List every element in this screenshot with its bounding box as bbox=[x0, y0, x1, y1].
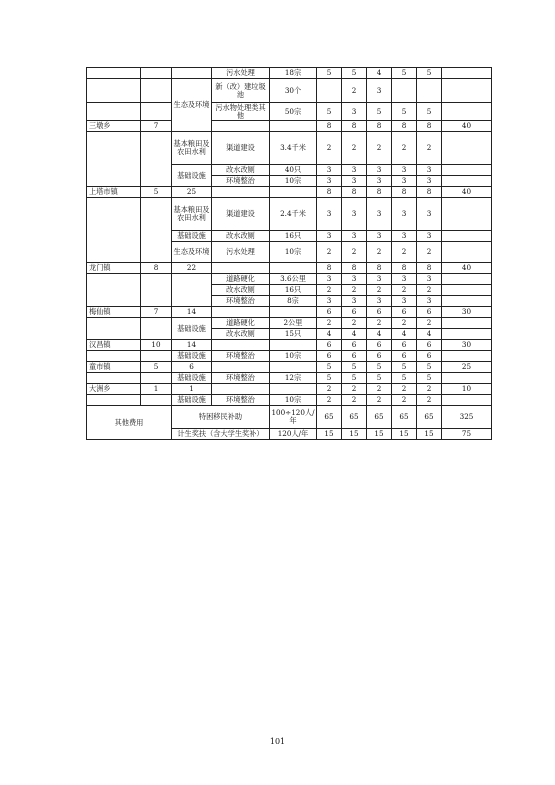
table-cell: 8 bbox=[317, 263, 342, 274]
table-cell bbox=[442, 274, 492, 285]
table-cell bbox=[212, 263, 270, 274]
table-cell: 14 bbox=[172, 340, 212, 351]
table-cell: 65 bbox=[317, 406, 342, 429]
table-row bbox=[87, 132, 492, 165]
table-cell: 30 bbox=[442, 307, 492, 318]
table-cell: 基本粮田及农田水利 bbox=[172, 198, 212, 231]
table-cell: 2 bbox=[392, 242, 417, 263]
table-cell: 10 bbox=[141, 340, 172, 351]
table-cell: 2 bbox=[342, 384, 367, 395]
table-cell bbox=[141, 198, 172, 263]
table-cell: 5 bbox=[392, 68, 417, 79]
table-cell bbox=[442, 285, 492, 296]
table-cell bbox=[141, 132, 172, 187]
table-row bbox=[87, 395, 492, 406]
table-cell: 6 bbox=[342, 307, 367, 318]
table-cell: 5 bbox=[317, 103, 342, 121]
table-cell: 8 bbox=[417, 263, 442, 274]
table-cell: 2 bbox=[367, 285, 392, 296]
table-cell: 16只 bbox=[270, 285, 317, 296]
table-row bbox=[87, 121, 492, 132]
table-cell: 3 bbox=[392, 274, 417, 285]
table-cell: 8 bbox=[417, 187, 442, 198]
table-cell bbox=[270, 263, 317, 274]
table-cell: 3 bbox=[317, 274, 342, 285]
table-cell: 65 bbox=[367, 406, 392, 429]
table-cell: 10宗 bbox=[270, 351, 317, 362]
table-row bbox=[87, 68, 492, 79]
table-cell: 3 bbox=[317, 198, 342, 231]
table-cell: 5 bbox=[392, 373, 417, 384]
table-cell: 改水改厕 bbox=[212, 165, 270, 176]
table-cell: 3 bbox=[367, 296, 392, 307]
table-cell: 5 bbox=[141, 187, 172, 198]
table-cell: 40只 bbox=[270, 165, 317, 176]
table-cell: 6 bbox=[342, 351, 367, 362]
table-cell: 4 bbox=[392, 329, 417, 340]
table-cell bbox=[87, 68, 141, 79]
table-cell: 3 bbox=[392, 165, 417, 176]
table-cell: 15 bbox=[392, 429, 417, 440]
table-cell bbox=[442, 176, 492, 187]
table-cell: 18宗 bbox=[270, 68, 317, 79]
table-cell: 50宗 bbox=[270, 103, 317, 121]
table-cell: 6 bbox=[367, 351, 392, 362]
table-cell: 3 bbox=[417, 165, 442, 176]
table-cell: 2 bbox=[317, 132, 342, 165]
table-cell: 8 bbox=[317, 121, 342, 132]
table-cell: 100÷120人/年 bbox=[270, 406, 317, 429]
table-body bbox=[87, 68, 492, 440]
table-cell bbox=[442, 395, 492, 406]
table-cell bbox=[270, 307, 317, 318]
table-cell bbox=[270, 362, 317, 373]
table-cell bbox=[442, 103, 492, 121]
table-cell: 6 bbox=[367, 340, 392, 351]
table-cell: 6 bbox=[417, 307, 442, 318]
table-cell: 环境整治 bbox=[212, 395, 270, 406]
table-cell: 6 bbox=[367, 307, 392, 318]
table-cell: 5 bbox=[417, 103, 442, 121]
table-cell: 25 bbox=[172, 187, 212, 198]
table-cell: 环境整治 bbox=[212, 351, 270, 362]
table-cell: 6 bbox=[317, 351, 342, 362]
page-number: 101 bbox=[269, 737, 286, 746]
table-cell bbox=[442, 296, 492, 307]
table-cell: 2 bbox=[317, 384, 342, 395]
table-cell: 2 bbox=[367, 242, 392, 263]
table-cell: 65 bbox=[392, 406, 417, 429]
table-cell bbox=[87, 395, 141, 406]
table-cell: 道路硬化 bbox=[212, 318, 270, 329]
table-cell: 2 bbox=[392, 395, 417, 406]
table-cell bbox=[141, 103, 172, 121]
table-cell: 3 bbox=[392, 296, 417, 307]
table-cell: 环境整治 bbox=[212, 176, 270, 187]
table-row bbox=[87, 274, 492, 285]
table-cell: 8 bbox=[367, 187, 392, 198]
table-cell: 30个 bbox=[270, 79, 317, 103]
table-cell: 7 bbox=[141, 121, 172, 132]
table-cell: 2 bbox=[317, 285, 342, 296]
table-cell: 改水改厕 bbox=[212, 231, 270, 242]
table-cell: 龙门镇 bbox=[87, 263, 141, 274]
table-cell: 12宗 bbox=[270, 373, 317, 384]
table-cell: 8 bbox=[392, 121, 417, 132]
table-cell: 6 bbox=[392, 340, 417, 351]
table-cell: 2 bbox=[367, 395, 392, 406]
table-cell: 2 bbox=[417, 242, 442, 263]
table-cell: 大洲乡 bbox=[87, 384, 141, 395]
table-cell: 1 bbox=[172, 384, 212, 395]
table-cell: 40 bbox=[442, 121, 492, 132]
table-cell bbox=[442, 329, 492, 340]
table-cell: 生态及环境 bbox=[172, 242, 212, 263]
table-cell: 改水改厕 bbox=[212, 329, 270, 340]
table-cell: 3 bbox=[417, 198, 442, 231]
table-cell: 3 bbox=[342, 296, 367, 307]
table-cell: 5 bbox=[367, 103, 392, 121]
table-cell bbox=[442, 79, 492, 103]
table-cell: 梅仙镇 bbox=[87, 307, 141, 318]
table-cell: 2公里 bbox=[270, 318, 317, 329]
table-cell: 3 bbox=[367, 274, 392, 285]
table-cell: 2 bbox=[367, 384, 392, 395]
table-cell: 基础设施 bbox=[172, 351, 212, 362]
table-cell: 8 bbox=[141, 263, 172, 274]
table-cell bbox=[442, 242, 492, 263]
table-row bbox=[87, 362, 492, 373]
table-cell: 基础设施 bbox=[172, 165, 212, 187]
table-cell: 污水处理 bbox=[212, 242, 270, 263]
table-cell: 4 bbox=[317, 329, 342, 340]
table-cell: 65 bbox=[417, 406, 442, 429]
table-cell: 4 bbox=[367, 329, 392, 340]
table-cell: 3 bbox=[317, 165, 342, 176]
table-cell bbox=[87, 198, 141, 263]
resettlement-project-table bbox=[86, 67, 492, 440]
table-cell: 5 bbox=[417, 373, 442, 384]
table-cell bbox=[87, 132, 141, 187]
table-cell: 计生奖扶（含大学生奖补） bbox=[172, 429, 270, 440]
table-cell: 3 bbox=[367, 176, 392, 187]
table-cell: 6 bbox=[392, 351, 417, 362]
table-cell: 3 bbox=[317, 296, 342, 307]
table-cell: 2.4千米 bbox=[270, 198, 317, 231]
table-cell: 5 bbox=[392, 362, 417, 373]
table-cell bbox=[141, 351, 172, 362]
table-cell: 325 bbox=[442, 406, 492, 429]
table-cell bbox=[442, 318, 492, 329]
table-cell bbox=[270, 121, 317, 132]
table-cell: 2 bbox=[392, 132, 417, 165]
table-cell bbox=[87, 318, 141, 340]
table-cell: 5 bbox=[342, 362, 367, 373]
table-cell: 2 bbox=[417, 395, 442, 406]
table-cell: 三墩乡 bbox=[87, 121, 141, 132]
table-cell: 4 bbox=[342, 329, 367, 340]
table-cell: 2 bbox=[367, 318, 392, 329]
table-cell: 10 bbox=[442, 384, 492, 395]
table-cell: 基础设施 bbox=[172, 395, 212, 406]
table-cell: 14 bbox=[172, 307, 212, 318]
table-cell bbox=[87, 351, 141, 362]
table-cell bbox=[442, 373, 492, 384]
table-row bbox=[87, 351, 492, 362]
table-cell: 2 bbox=[417, 285, 442, 296]
table-row bbox=[87, 187, 492, 198]
table-cell: 2 bbox=[392, 318, 417, 329]
table-cell bbox=[141, 68, 172, 79]
table-cell: 3 bbox=[317, 231, 342, 242]
table-cell: 3 bbox=[417, 176, 442, 187]
table-cell: 6 bbox=[417, 340, 442, 351]
table-cell: 2 bbox=[392, 285, 417, 296]
table-cell: 2 bbox=[342, 318, 367, 329]
table-row bbox=[87, 318, 492, 329]
table-cell: 30 bbox=[442, 340, 492, 351]
table-cell bbox=[392, 79, 417, 103]
table-cell: 5 bbox=[317, 373, 342, 384]
table-cell: 3 bbox=[317, 176, 342, 187]
table-cell: 上塔市镇 bbox=[87, 187, 141, 198]
table-cell bbox=[442, 165, 492, 176]
table-cell: 6 bbox=[392, 307, 417, 318]
table-cell: 5 bbox=[317, 68, 342, 79]
table-row bbox=[87, 340, 492, 351]
table-cell: 8宗 bbox=[270, 296, 317, 307]
table-cell: 3 bbox=[392, 198, 417, 231]
table-cell bbox=[417, 79, 442, 103]
table-cell: 15 bbox=[367, 429, 392, 440]
table-cell bbox=[87, 79, 141, 103]
table-cell: 65 bbox=[342, 406, 367, 429]
table-cell: 3 bbox=[417, 296, 442, 307]
table-cell bbox=[87, 373, 141, 384]
table-cell bbox=[212, 187, 270, 198]
table-cell bbox=[442, 198, 492, 231]
table-cell bbox=[141, 79, 172, 103]
table-cell bbox=[212, 307, 270, 318]
table-cell: 2 bbox=[417, 318, 442, 329]
table-cell: 3 bbox=[417, 231, 442, 242]
table-cell: 10宗 bbox=[270, 242, 317, 263]
table-cell: 3 bbox=[367, 79, 392, 103]
table-cell: 8 bbox=[317, 187, 342, 198]
table-cell: 污水物处理类其他 bbox=[212, 103, 270, 121]
table-cell bbox=[270, 187, 317, 198]
table-cell: 基础设施 bbox=[172, 231, 212, 242]
table-row bbox=[87, 103, 492, 121]
table-cell: 8 bbox=[392, 187, 417, 198]
table-cell: 6 bbox=[317, 307, 342, 318]
table-cell: 25 bbox=[442, 362, 492, 373]
table-cell bbox=[442, 132, 492, 165]
table-cell: 8 bbox=[342, 263, 367, 274]
table-cell: 8 bbox=[342, 187, 367, 198]
table-cell: 8 bbox=[367, 121, 392, 132]
table-cell: 基础设施 bbox=[172, 318, 212, 340]
table-cell: 2 bbox=[317, 395, 342, 406]
table-cell bbox=[212, 340, 270, 351]
table-cell: 15 bbox=[417, 429, 442, 440]
table-cell: 15 bbox=[317, 429, 342, 440]
table-cell: 16只 bbox=[270, 231, 317, 242]
table-cell bbox=[141, 395, 172, 406]
table-cell: 3 bbox=[417, 274, 442, 285]
table-cell: 渠道建设 bbox=[212, 198, 270, 231]
table-cell: 2 bbox=[342, 285, 367, 296]
table-cell: 改水改厕 bbox=[212, 285, 270, 296]
table-cell: 4 bbox=[417, 329, 442, 340]
table-cell: 3 bbox=[342, 165, 367, 176]
table-cell: 道路硬化 bbox=[212, 274, 270, 285]
table-cell: 2 bbox=[417, 384, 442, 395]
table-cell: 3 bbox=[392, 176, 417, 187]
table-cell: 5 bbox=[392, 103, 417, 121]
table-cell: 3 bbox=[367, 165, 392, 176]
table-cell: 2 bbox=[342, 79, 367, 103]
table-cell: 5 bbox=[367, 373, 392, 384]
table-cell bbox=[141, 373, 172, 384]
table-cell: 2 bbox=[342, 242, 367, 263]
table-cell: 汉昌镇 bbox=[87, 340, 141, 351]
table-cell: 10宗 bbox=[270, 395, 317, 406]
table-cell: 3 bbox=[342, 231, 367, 242]
table-cell: 2 bbox=[417, 132, 442, 165]
table-cell: 3.4千米 bbox=[270, 132, 317, 165]
table-row bbox=[87, 263, 492, 274]
table-cell: 3 bbox=[342, 176, 367, 187]
table-cell bbox=[442, 231, 492, 242]
table-cell: 童市镇 bbox=[87, 362, 141, 373]
table-cell: 8 bbox=[417, 121, 442, 132]
table-cell: 2 bbox=[317, 242, 342, 263]
table-cell: 环境整治 bbox=[212, 373, 270, 384]
table-cell bbox=[317, 79, 342, 103]
table-cell bbox=[141, 318, 172, 340]
table-cell: 3 bbox=[342, 198, 367, 231]
table-cell: 3 bbox=[342, 103, 367, 121]
table-cell: 2 bbox=[342, 132, 367, 165]
table-row bbox=[87, 198, 492, 231]
table-row bbox=[87, 307, 492, 318]
table-cell bbox=[212, 362, 270, 373]
table-cell: 3 bbox=[392, 231, 417, 242]
table-cell: 6 bbox=[172, 362, 212, 373]
table-cell: 120人/年 bbox=[270, 429, 317, 440]
table-row bbox=[87, 406, 492, 429]
table-cell bbox=[212, 384, 270, 395]
table-cell: 5 bbox=[367, 362, 392, 373]
table-cell: 5 bbox=[141, 362, 172, 373]
table-row bbox=[87, 384, 492, 395]
table-row bbox=[87, 373, 492, 384]
table-cell: 2 bbox=[342, 395, 367, 406]
table-cell: 污水处理 bbox=[212, 68, 270, 79]
table-cell: 环境整治 bbox=[212, 296, 270, 307]
table-cell: 5 bbox=[342, 68, 367, 79]
table-cell: 渠道建设 bbox=[212, 132, 270, 165]
table-cell: 8 bbox=[367, 263, 392, 274]
table-cell: 15 bbox=[342, 429, 367, 440]
table-cell: 2 bbox=[317, 318, 342, 329]
table-cell: 3 bbox=[367, 231, 392, 242]
table-cell: 75 bbox=[442, 429, 492, 440]
table-cell: 3.6公里 bbox=[270, 274, 317, 285]
table-row bbox=[87, 79, 492, 103]
table-cell bbox=[212, 121, 270, 132]
table-cell: 15只 bbox=[270, 329, 317, 340]
table-cell: 特困移民补助 bbox=[172, 406, 270, 429]
table-cell: 7 bbox=[141, 307, 172, 318]
table-cell: 3 bbox=[367, 198, 392, 231]
table-cell bbox=[270, 384, 317, 395]
table-cell: 生态及环境 bbox=[172, 79, 212, 132]
table-cell bbox=[87, 103, 141, 121]
table-cell: 40 bbox=[442, 263, 492, 274]
table-cell: 8 bbox=[392, 263, 417, 274]
table-cell bbox=[172, 274, 212, 307]
table-cell: 6 bbox=[417, 351, 442, 362]
table-cell: 基本粮田及农田水利 bbox=[172, 132, 212, 165]
table-cell: 8 bbox=[342, 121, 367, 132]
table-cell bbox=[172, 68, 212, 79]
table-cell: 40 bbox=[442, 187, 492, 198]
table-cell: 22 bbox=[172, 263, 212, 274]
other-costs-label: 其他费用 bbox=[87, 406, 172, 440]
table-cell: 新（改）建垃圾池 bbox=[212, 79, 270, 103]
table-cell: 基础设施 bbox=[172, 373, 212, 384]
table-cell bbox=[442, 68, 492, 79]
table-cell: 5 bbox=[417, 362, 442, 373]
table-cell bbox=[442, 351, 492, 362]
table-cell: 2 bbox=[367, 132, 392, 165]
table-cell: 4 bbox=[367, 68, 392, 79]
table-cell: 6 bbox=[342, 340, 367, 351]
table-cell: 5 bbox=[317, 362, 342, 373]
table-cell bbox=[141, 274, 172, 307]
table-cell: 3 bbox=[342, 274, 367, 285]
table-cell: 1 bbox=[141, 384, 172, 395]
table-cell: 10宗 bbox=[270, 176, 317, 187]
table-cell bbox=[87, 274, 141, 307]
table-cell: 5 bbox=[342, 373, 367, 384]
table-cell: 5 bbox=[417, 68, 442, 79]
table-cell bbox=[270, 340, 317, 351]
table-cell: 2 bbox=[392, 384, 417, 395]
table-cell: 6 bbox=[317, 340, 342, 351]
